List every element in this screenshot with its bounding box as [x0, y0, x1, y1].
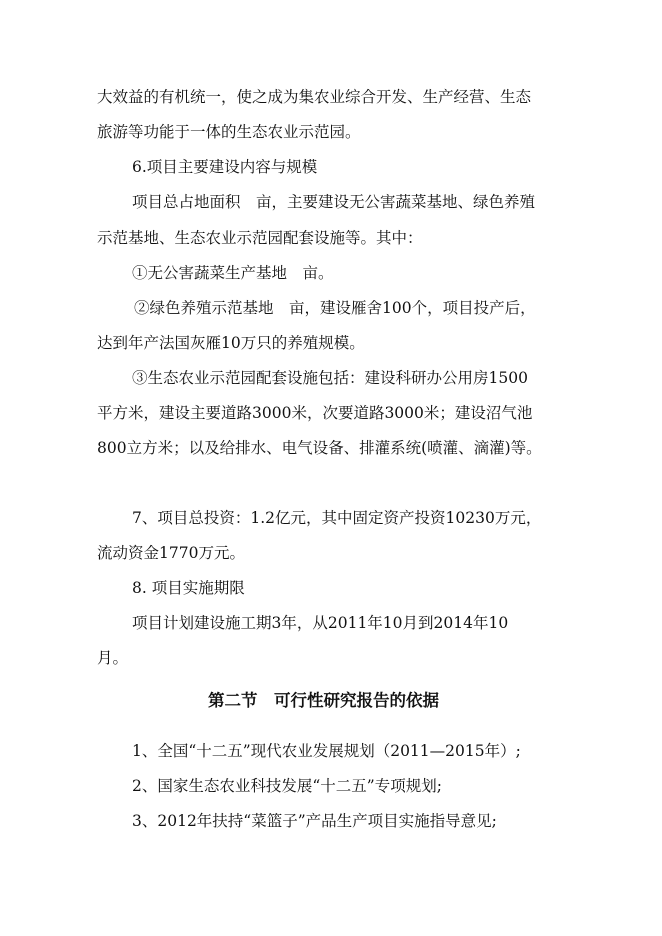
item8-line-2: 月。 [97, 649, 129, 667]
item7-line-2: 流动资金1770万元。 [97, 544, 245, 562]
intro-line-2: 旅游等功能于一体的生态农业示范园。 [97, 123, 361, 141]
item6-sub3-line-1: ③生态农业示范园配套设施包括：建设科研办公用房1500 [132, 369, 528, 387]
item6-desc-line-2: 示范基地、生态农业示范园配套设施等。其中： [97, 229, 423, 247]
item6-desc-line-1: 项目总占地面积 亩，主要建设无公害蔬菜基地、绿色养殖 [132, 193, 536, 211]
reference-item-1: 1、全国“十二五”现代农业发展规划（2011—2015年）; [132, 742, 521, 760]
item6-sub2-line-1: ②绿色养殖示范基地 亩，建设雁舍100个，项目投产后， [134, 299, 536, 317]
item6-sub3-line-2: 平方米，建设主要道路3000米，次要道路3000米；建设沼气池 [97, 404, 533, 422]
item6-sub2-line-2: 达到年产法国灰雁10万只的养殖规模。 [97, 334, 365, 352]
item6-sub1: ①无公害蔬菜生产基地 亩。 [132, 264, 334, 282]
reference-item-2: 2、国家生态农业科技发展“十二五”专项规划; [132, 777, 442, 795]
section-heading: 第二节 可行性研究报告的依据 [208, 691, 439, 710]
item6-title: 6.项目主要建设内容与规模 [132, 158, 318, 176]
intro-line-1: 大效益的有机统一，使之成为集农业综合开发、生产经营、生态 [97, 88, 532, 106]
reference-item-3: 3、2012年扶持“菜篮子”产品生产项目实施指导意见; [132, 812, 497, 830]
item8-title: 8. 项目实施期限 [132, 579, 245, 597]
item7-line-1: 7、项目总投资：1.2亿元，其中固定资产投资10230万元， [132, 509, 542, 527]
item6-sub3-line-3: 800立方米；以及给排水、电气设备、排灌系统(喷灌、滴灌)等。 [97, 439, 542, 457]
item8-line-1: 项目计划建设施工期3年，从2011年10月到2014年10 [132, 614, 509, 632]
